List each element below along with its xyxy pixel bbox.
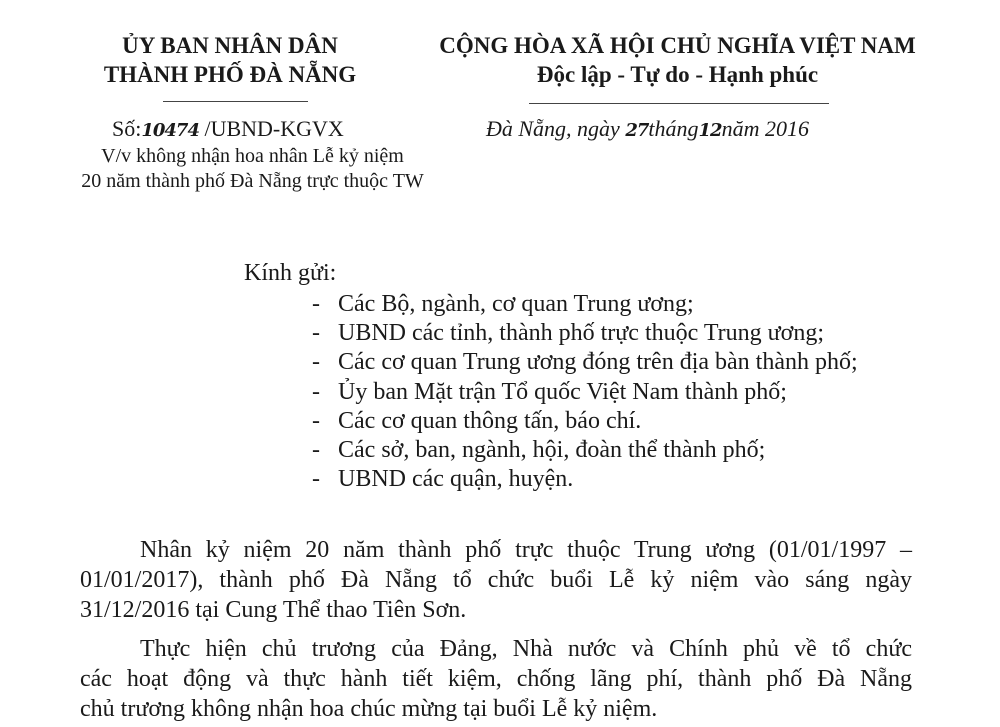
recipient-text: Các cơ quan thông tấn, báo chí.: [338, 407, 642, 434]
place-date: [486, 116, 809, 142]
paragraph-line: 01/01/2017), thành phố Đà Nẵng tổ chức buổi Lễ kỷ niệm vào sáng ngày: [80, 567, 912, 593]
document-number-suffix: /UBND-KGVX: [198, 116, 344, 141]
recipient-item: [312, 319, 858, 348]
recipient-item: [312, 436, 858, 465]
bullet-dash: -: [312, 466, 320, 493]
salutation: Kính gửi:: [244, 260, 337, 286]
issuer-name-line2: THÀNH PHỐ ĐÀ NẴNG: [103, 62, 357, 87]
year-label: năm 2016: [721, 116, 809, 141]
document-number-handwritten: 10474: [141, 120, 199, 141]
issuer-divider: [163, 101, 308, 102]
subject-line2: 20 năm thành phố Đà Nẵng trực thuộc TW: [81, 170, 424, 192]
body-paragraph-1: [80, 535, 912, 625]
month-label: tháng: [648, 116, 699, 141]
place: Đà Nẵng, ngày: [486, 116, 626, 141]
recipient-item: [312, 348, 858, 377]
paragraph-line: chủ trương không nhận hoa chúc mừng tại buổi Lễ kỷ niệm.: [80, 696, 658, 722]
recipient-text: Các cơ quan Trung ương đóng trên địa bàn thành phố;: [338, 349, 858, 376]
recipient-item: [312, 465, 858, 494]
bullet-dash: -: [312, 407, 320, 434]
paragraph-line: [80, 634, 912, 664]
document-number: [112, 116, 344, 142]
recipient-list: [312, 290, 858, 494]
subject-line1: V/v không nhận hoa nhân Lễ kỷ niệm: [101, 145, 404, 167]
bullet-dash: -: [312, 291, 320, 317]
recipient-text: UBND các quận, huyện.: [338, 466, 574, 493]
bullet-dash: -: [312, 349, 320, 376]
recipient-text: Các sở, ban, ngành, hội, đoàn thể thành phố;: [338, 436, 766, 463]
paragraph-line-text: Thực hiện chủ trương của Đảng, Nhà nước và Chính phủ về tổ chức: [140, 636, 912, 662]
recipient-text: UBND các tỉnh, thành phố trực thuộc Trung ương;: [338, 320, 824, 347]
national-motto: Độc lập - Tự do - Hạnh phúc: [536, 62, 819, 87]
recipient-text: Các Bộ, ngành, cơ quan Trung ương;: [338, 291, 694, 317]
bullet-dash: -: [312, 320, 320, 347]
paragraph-line: 31/12/2016 tại Cung Thể thao Tiên Sơn.: [80, 597, 467, 623]
recipient-item: [312, 290, 858, 319]
bullet-dash: -: [312, 378, 320, 405]
recipient-item: [312, 407, 858, 436]
paragraph-line: các hoạt động và thực hành tiết kiệm, chống lãng phí, thành phố Đà Nẵng: [80, 666, 912, 692]
date-day-handwritten: 27: [625, 120, 649, 141]
national-divider: [529, 103, 829, 104]
issuer-name-line1: ỦY BAN NHÂN DÂN: [122, 33, 338, 58]
national-title: CỘNG HÒA XÃ HỘI CHỦ NGHĨA VIỆT NAM: [439, 33, 916, 58]
document-number-prefix: Số:: [112, 116, 142, 141]
date-month-handwritten: 12: [698, 120, 722, 141]
paragraph-line-text: Nhân kỷ niệm 20 năm thành phố trực thuộc Trung ương (01/01/1997 –: [140, 537, 912, 563]
bullet-dash: -: [312, 436, 320, 463]
recipient-text: Ủy ban Mặt trận Tổ quốc Việt Nam thành phố;: [338, 378, 787, 405]
recipient-item: [312, 378, 858, 407]
paragraph-line: [80, 535, 912, 565]
body-paragraph-2: [80, 634, 912, 724]
